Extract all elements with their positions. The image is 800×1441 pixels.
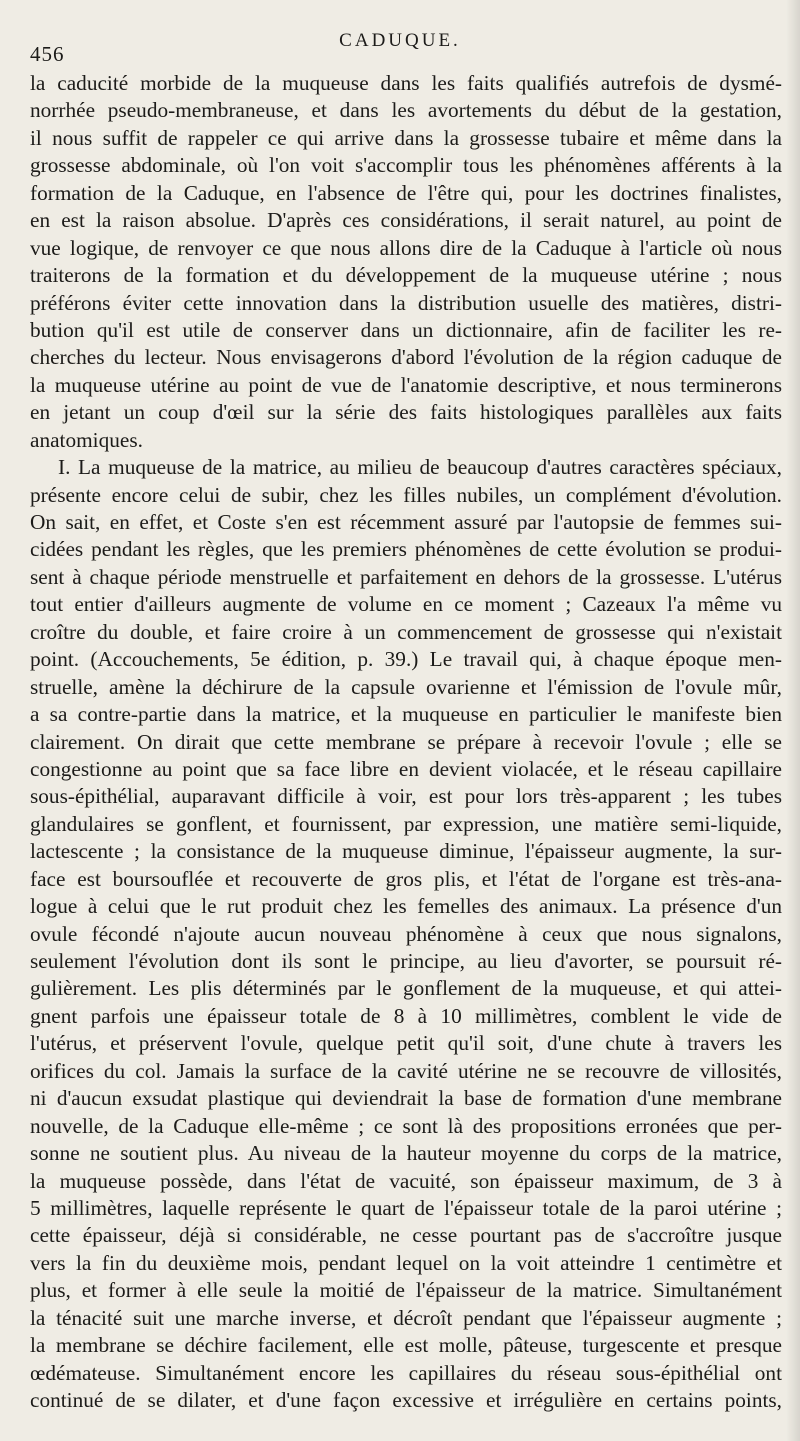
body-text [30,70,782,1414]
text-line: traiterons de la formation et du développement de la muqueuse utérine ; nous [30,263,782,288]
text-line: il nous suffit de rappeler ce qui arrive dans la grossesse tubaire et même dans la [30,125,782,150]
text-line: présente encore celui de subir, chez les filles nubiles, un complément d'évolution. [30,482,782,507]
page-gutter-shadow [786,0,800,1441]
text-line: seulement l'évolution dont ils sont le principe, au lieu d'avorter, se poursuit ré- [30,949,782,973]
text-line: ni d'aucun exsudat plastique qui deviendrait la base de formation d'une membrane [30,1086,782,1111]
text-line: 5 millimètres, laquelle représente le quart de l'épaisseur totale de la paroi utérine ; [30,1195,782,1220]
text-line: la muqueuse possède, dans l'état de vacuité, son épaisseur maximum, de 3 à [30,1168,782,1193]
text-line: grossesse abdominale, où l'on voit s'accomplir tous les phénomènes afférents à la [30,153,782,178]
text-line: sonne ne soutient plus. Au niveau de la hauteur moyenne du corps de la matrice, [30,1141,782,1166]
text-line: la caducité morbide de la muqueuse dans les faits qualifiés autrefois de dysmé- [30,71,782,95]
text-line: en est la raison absolue. D'après ces considérations, il serait naturel, au point de [30,208,782,233]
text-line: struelle, amène la déchirure de la capsule ovarienne et l'émission de l'ovule mûr, [30,674,782,699]
text-line: I. La muqueuse de la matrice, au milieu de beaucoup d'autres caractères spéciaux, [58,455,782,480]
text-line: vue logique, de renvoyer ce que nous allons dire de la Caduque à l'article où nous [30,235,782,260]
running-title: CADUQUE. [339,30,461,51]
text-line: orifices du col. Jamais la surface de la cavité utérine ne se recouvre de villosités, [30,1058,782,1083]
text-line: logue à celui que le rut produit chez les femelles des animaux. La présence d'un [30,894,782,919]
text-line: glandulaires se gonflent, et fournissent, par expression, une matière semi-liquide, [30,811,782,836]
text-line: On sait, en effet, et Coste s'en est récemment assuré par l'autopsie de femmes sui- [30,510,782,534]
text-line: face est boursouflée et recouverte de gros plis, et l'état de l'organe est très-ana- [30,866,782,891]
page-number: 456 [30,42,65,66]
text-line: cette épaisseur, déjà si considérable, ne cesse pourtant pas de s'accroître jusque [30,1223,782,1248]
text-line: gulièrement. Les plis déterminés par le gonflement de la muqueuse, et qui attei- [30,976,782,1001]
text-line: vers la fin du deuxième mois, pendant lequel on la voit atteindre 1 centimètre et [30,1250,782,1275]
text-line: cherches du lecteur. Nous envisagerons d'abord l'évolution de la région caduque de [30,345,782,370]
text-line: croître du double, et faire croire à un commencement de grossesse qui n'existait [30,619,782,644]
text-line: lactescente ; la consistance de la muqueuse diminue, l'épaisseur augmente, la sur- [30,839,782,864]
text-line: en jetant un coup d'œil sur la série des faits histologiques parallèles aux faits [30,400,782,425]
text-line: la membrane se déchire facilement, elle est molle, pâteuse, turgescente et presque [30,1333,782,1358]
text-line: préférons éviter cette innovation dans la distribution usuelle des matières, distri- [30,290,782,315]
text-line: tout entier d'ailleurs augmente de volume en ce moment ; Cazeaux l'a même vu [30,592,782,617]
text-line: cidées pendant les règles, que les premiers phénomènes de cette évolution se produi- [30,537,782,562]
text-line: la muqueuse utérine au point de vue de l'anatomie descriptive, et nous terminerons [30,372,782,397]
text-line: ovule fécondé n'ajoute aucun nouveau phénomène à ceux que nous signalons, [30,921,782,946]
text-line: sous-épithélial, auparavant difficile à voir, est pour lors très-apparent ; les tubes [30,784,782,809]
text-line: point. (Accouchements, 5e édition, p. 39.) Le travail qui, à chaque époque men- [30,647,782,672]
text-line: formation de la Caduque, en l'absence de l'être qui, pour les doctrines finalistes, [30,180,782,205]
text-line: anatomiques. [30,427,143,452]
page-header [30,28,770,66]
text-line: nouvelle, de la Caduque elle-même ; ce sont là des propositions erronées que per- [30,1113,782,1138]
text-line: continué de se dilater, et d'une façon excessive et irrégulière en certains points, [30,1388,782,1412]
text-line: norrhée pseudo-membraneuse, et dans les avortements du début de la gestation, [30,98,782,123]
text-line: gnent parfois une épaisseur totale de 8 à 10 millimètres, comblent le vide de [30,1003,782,1028]
text-line: sent à chaque période menstruelle et parfaitement en dehors de la grossesse. L'utérus [30,564,782,589]
text-line: plus, et former à elle seule la moitié de l'épaisseur de la matrice. Simultanément [30,1278,782,1303]
text-line: bution qu'il est utile de conserver dans un dictionnaire, afin de faciliter les re- [30,317,782,342]
text-line: la ténacité suit une marche inverse, et décroît pendant que l'épaisseur augmente ; [30,1305,782,1330]
text-line: clairement. On dirait que cette membrane se prépare à recevoir l'ovule ; elle se [30,729,782,754]
text-line: œdémateuse. Simultanément encore les capillaires du réseau sous-épithélial ont [30,1360,782,1385]
text-line: l'utérus, et préservent l'ovule, quelque petit qu'il soit, d'une chute à travers les [30,1031,782,1056]
text-line: congestionne au point que sa face libre en devient violacée, et le réseau capillaire [30,756,782,781]
text-line: a sa contre-partie dans la matrice, et la muqueuse en particulier le manifeste bien [30,702,782,727]
